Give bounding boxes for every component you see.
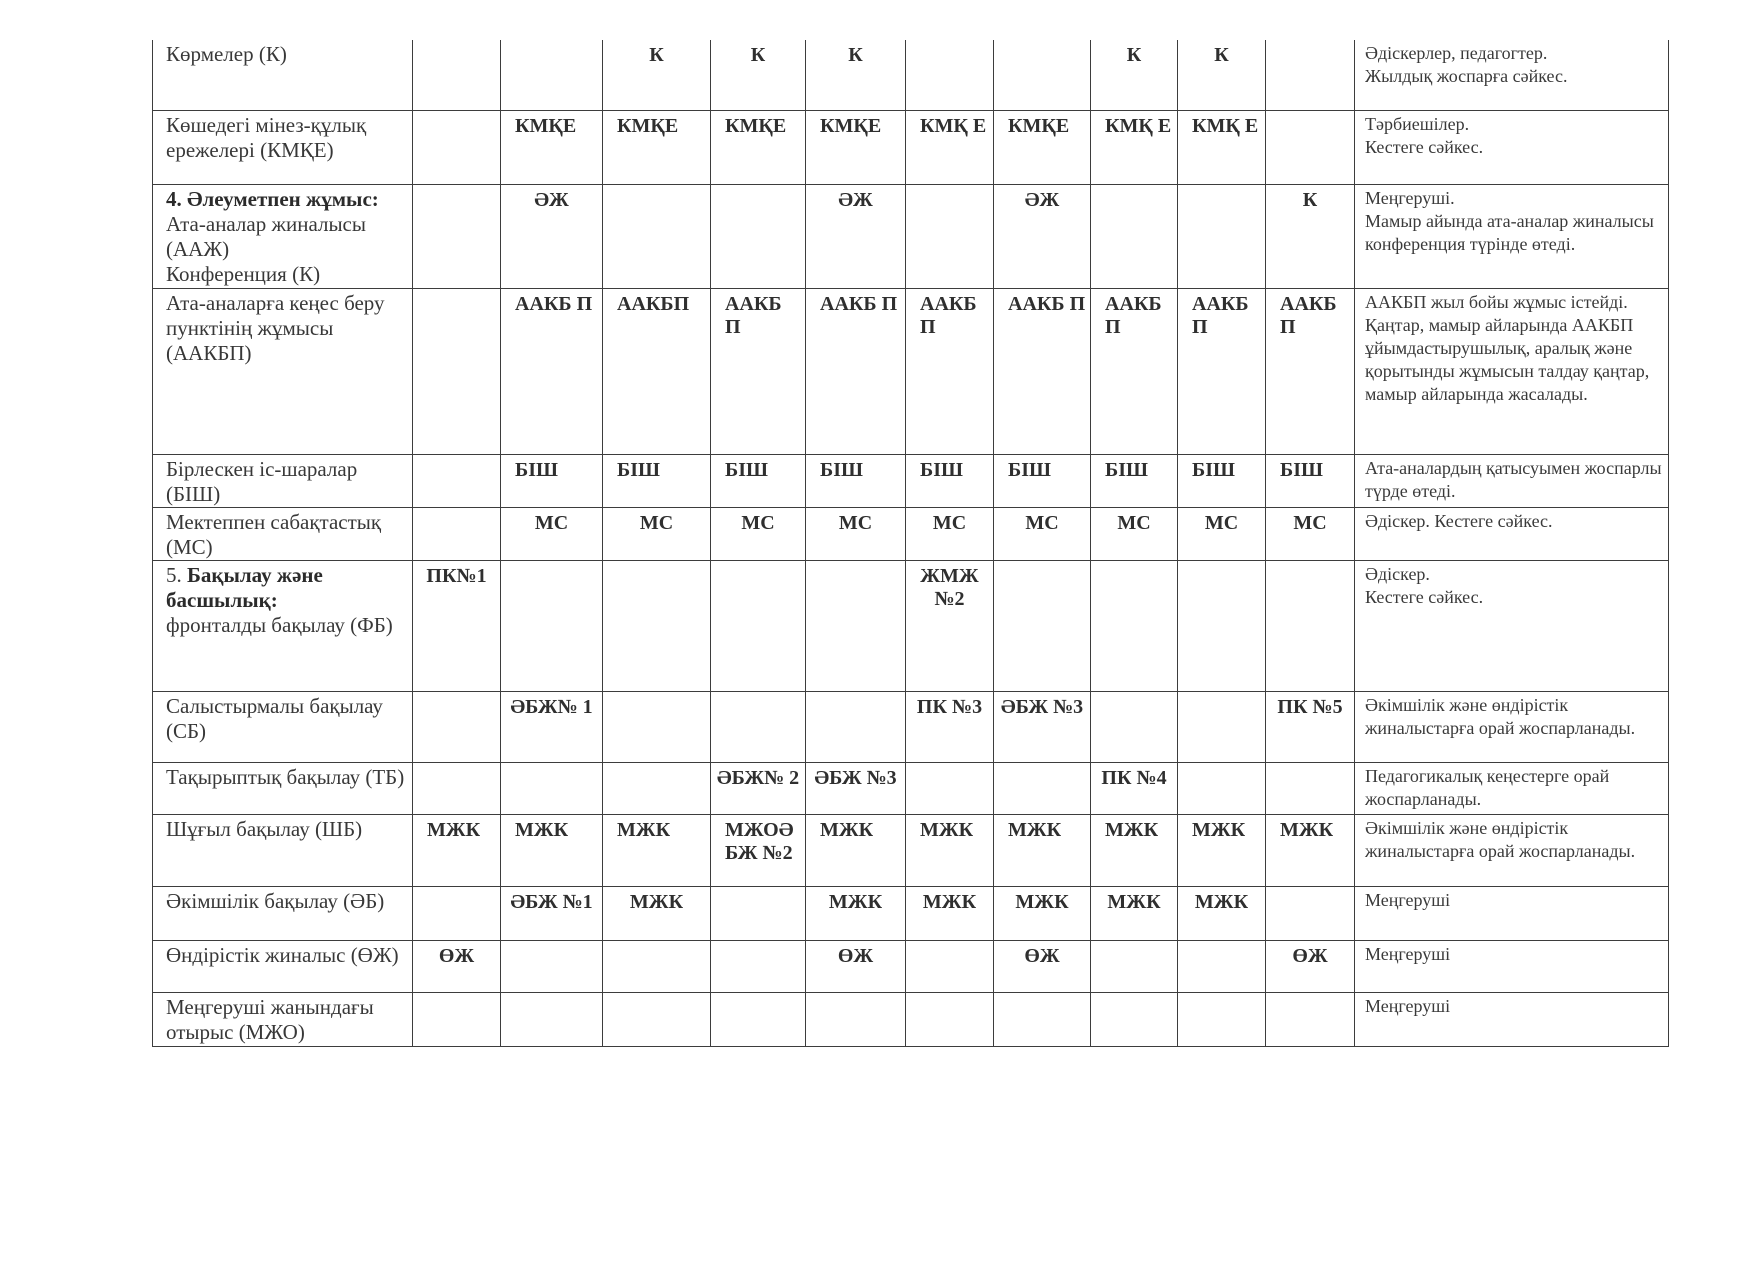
note-line: Кестеге сәйкес. (1365, 586, 1484, 607)
month-mark-cell (906, 184, 994, 288)
month-mark-cell: ПК №5 (1266, 691, 1355, 762)
month-mark-cell (1178, 762, 1266, 814)
month-mark-cell: ӘБЖ№ 2 (711, 762, 806, 814)
month-mark-cell: БІШ (1178, 454, 1266, 507)
month-mark-cell (603, 184, 711, 288)
table-row (153, 886, 1669, 940)
month-mark-cell (806, 691, 906, 762)
month-mark-cell: МЖК (603, 814, 711, 886)
month-mark-cell: ӨЖ (806, 940, 906, 992)
month-mark-cell (413, 288, 501, 454)
month-mark-cell: ЖМЖ №2 (906, 560, 994, 691)
month-mark-cell (413, 507, 501, 560)
note-line: Педагогикалық кеңестерге орай жоспарланады. (1365, 765, 1610, 809)
activity-label: фронталды бақылау (ФБ) (166, 612, 393, 637)
month-mark-cell (413, 110, 501, 184)
table-row (153, 992, 1669, 1046)
month-mark-cell: МС (603, 507, 711, 560)
note-line: Әдіскер. Кестеге сәйкес. (1365, 510, 1553, 531)
responsible-note-cell (1355, 762, 1669, 814)
activity-cell (153, 886, 413, 940)
month-mark-cell: ААКБ П (1091, 288, 1178, 454)
activity-cell (153, 992, 413, 1046)
note-line: Әкімшілік және өндірістік жиналыстарға орай жоспарланады. (1365, 817, 1636, 861)
table-row (153, 110, 1669, 184)
month-mark-cell (413, 762, 501, 814)
month-mark-cell: КМҚЕ (806, 110, 906, 184)
month-mark-cell: МЖК (501, 814, 603, 886)
month-mark-cell (1178, 992, 1266, 1046)
month-mark-cell (806, 992, 906, 1046)
month-mark-cell: КМҚЕ (501, 110, 603, 184)
month-mark-cell: ПК№1 (413, 560, 501, 691)
note-line: Жылдық жоспарға сәйкес. (1365, 66, 1568, 86)
month-mark-cell (1178, 560, 1266, 691)
month-mark-cell (994, 992, 1091, 1046)
month-mark-cell: ӘЖ (806, 184, 906, 288)
activity-label: Бірлескен іс-шаралар (БІШ) (166, 456, 358, 506)
month-mark-cell: БІШ (906, 454, 994, 507)
month-mark-cell (603, 940, 711, 992)
month-mark-cell: МЖК (806, 814, 906, 886)
month-mark-cell: ӘБЖ №3 (806, 762, 906, 814)
month-mark-cell: МС (1178, 507, 1266, 560)
responsible-note-cell (1355, 814, 1669, 886)
note-line: Қаңтар, мамыр айларында ААКБП ұйымдастырушылық, аралық және қорытынды жұмысын талдау қаңтар, мамыр айларында жасалады. (1365, 314, 1650, 404)
responsible-note-cell (1355, 992, 1669, 1046)
month-mark-cell: МЖК (1091, 886, 1178, 940)
month-mark-cell (1178, 184, 1266, 288)
note-line: Әдіскер. (1365, 563, 1430, 584)
month-mark-cell (1266, 762, 1355, 814)
activity-cell (153, 762, 413, 814)
activity-cell (153, 814, 413, 886)
section-heading: 4. Әлеуметпен жұмыс: (166, 186, 379, 211)
activity-label: Меңгеруші жанындағы отырыс (МЖО) (166, 994, 374, 1044)
activity-label: Тақырыптық бақылау (ТБ) (166, 764, 405, 789)
activity-cell (153, 940, 413, 992)
month-mark-cell: МС (906, 507, 994, 560)
note-line: Тәрбиешілер. (1365, 113, 1470, 134)
month-mark-cell (1091, 184, 1178, 288)
month-mark-cell (1091, 940, 1178, 992)
month-mark-cell (413, 184, 501, 288)
month-mark-cell: ААКБП (603, 288, 711, 454)
month-mark-cell: ПК №4 (1091, 762, 1178, 814)
month-mark-cell (906, 940, 994, 992)
month-mark-cell: КМҚ Е (1091, 110, 1178, 184)
month-mark-cell (711, 560, 806, 691)
month-mark-cell: ӨЖ (1266, 940, 1355, 992)
activity-prefix: 5. (166, 562, 187, 587)
month-mark-cell (994, 560, 1091, 691)
month-mark-cell: К (1266, 184, 1355, 288)
month-mark-cell: МС (501, 507, 603, 560)
activity-cell (153, 560, 413, 691)
activity-label: Шұғыл бақылау (ШБ) (166, 816, 363, 841)
month-mark-cell (603, 560, 711, 691)
activity-label: Өндірістік жиналыс (ӨЖ) (166, 942, 399, 967)
month-mark-cell: МЖК (1091, 814, 1178, 886)
responsible-note-cell (1355, 40, 1669, 110)
responsible-note-cell (1355, 184, 1669, 288)
month-mark-cell: МЖК (806, 886, 906, 940)
month-mark-cell (994, 762, 1091, 814)
month-mark-cell: БІШ (1091, 454, 1178, 507)
responsible-note-cell (1355, 691, 1669, 762)
note-line: ААКБП жыл бойы жұмыс істейді. (1365, 291, 1628, 312)
month-mark-cell: МС (711, 507, 806, 560)
responsible-note-cell (1355, 507, 1669, 560)
month-mark-cell: К (711, 40, 806, 110)
activity-label: Көшедегі мінез-құлық ережелері (КМҚЕ) (166, 112, 367, 162)
note-line: Әдіскерлер, педагогтер. (1365, 43, 1548, 63)
table-row (153, 560, 1669, 691)
month-mark-cell (711, 184, 806, 288)
month-mark-cell (501, 940, 603, 992)
month-mark-cell (906, 992, 994, 1046)
month-mark-cell: ПК №3 (906, 691, 994, 762)
note-line: Кестеге сәйкес. (1365, 136, 1484, 157)
month-mark-cell: ӘБЖ №3 (994, 691, 1091, 762)
activity-cell (153, 184, 413, 288)
section-heading: Бақылау және басшылық: (166, 562, 323, 612)
note-line: Меңгеруші (1365, 943, 1451, 964)
month-mark-cell (501, 40, 603, 110)
note-line: Меңгеруші (1365, 995, 1451, 1016)
responsible-note-cell (1355, 940, 1669, 992)
activity-cell (153, 507, 413, 560)
month-mark-cell: МС (1266, 507, 1355, 560)
month-mark-cell (501, 992, 603, 1046)
activity-label: Салыстырмалы бақылау (СБ) (166, 693, 383, 743)
month-mark-cell (711, 691, 806, 762)
month-mark-cell (1178, 691, 1266, 762)
table-row (153, 762, 1669, 814)
table-row (153, 691, 1669, 762)
responsible-note-cell (1355, 454, 1669, 507)
month-mark-cell (994, 40, 1091, 110)
month-mark-cell: МС (1091, 507, 1178, 560)
activity-label: Ата-аналарға кеңес беру пунктінің жұмысы (ААКБП) (166, 290, 385, 365)
month-mark-cell: БІШ (1266, 454, 1355, 507)
activity-label: Мектеппен сабақтастық (МС) (166, 509, 382, 559)
month-mark-cell: ӨЖ (413, 940, 501, 992)
month-mark-cell (413, 454, 501, 507)
responsible-note-cell (1355, 886, 1669, 940)
month-mark-cell (1266, 886, 1355, 940)
month-mark-cell: ААКБ П (711, 288, 806, 454)
month-mark-cell: ӘЖ (994, 184, 1091, 288)
month-mark-cell (603, 762, 711, 814)
month-mark-cell (1266, 110, 1355, 184)
month-mark-cell: МЖК (1266, 814, 1355, 886)
month-mark-cell (413, 691, 501, 762)
activity-cell (153, 288, 413, 454)
month-mark-cell: К (603, 40, 711, 110)
table-row (153, 940, 1669, 992)
note-line: Меңгеруші. (1365, 187, 1455, 208)
month-mark-cell (1091, 560, 1178, 691)
responsible-note-cell (1355, 288, 1669, 454)
month-mark-cell: МЖК (1178, 814, 1266, 886)
responsible-note-cell (1355, 560, 1669, 691)
month-mark-cell (1091, 691, 1178, 762)
table-row (153, 288, 1669, 454)
responsible-note-cell (1355, 110, 1669, 184)
month-mark-cell (1091, 992, 1178, 1046)
month-mark-cell (711, 992, 806, 1046)
plan-table (152, 40, 1669, 1047)
note-line: Меңгеруші (1365, 889, 1451, 910)
month-mark-cell: ААКБ П (806, 288, 906, 454)
month-mark-cell (413, 40, 501, 110)
month-mark-cell: К (1091, 40, 1178, 110)
month-mark-cell (711, 886, 806, 940)
month-mark-cell: МЖК (906, 814, 994, 886)
month-mark-cell: ӘБЖ№ 1 (501, 691, 603, 762)
month-mark-cell: БІШ (806, 454, 906, 507)
activity-label: (ААЖ) (166, 236, 230, 261)
month-mark-cell: ААКБ П (1266, 288, 1355, 454)
activity-label: Ата-аналар жиналысы (166, 211, 366, 236)
month-mark-cell: ААКБ П (906, 288, 994, 454)
month-mark-cell: МЖОӘ БЖ №2 (711, 814, 806, 886)
note-line: Ата-аналардың қатысуымен жоспарлы түрде өтеді. (1365, 457, 1662, 501)
activity-label: Конференция (К) (166, 261, 321, 286)
month-mark-cell: К (806, 40, 906, 110)
table-row (153, 184, 1669, 288)
month-mark-cell (906, 762, 994, 814)
month-mark-cell: МЖК (1178, 886, 1266, 940)
activity-cell (153, 691, 413, 762)
month-mark-cell: ААКБ П (501, 288, 603, 454)
table-row (153, 454, 1669, 507)
month-mark-cell (906, 40, 994, 110)
month-mark-cell (1266, 40, 1355, 110)
month-mark-cell: БІШ (711, 454, 806, 507)
month-mark-cell: ААКБ П (1178, 288, 1266, 454)
month-mark-cell (413, 992, 501, 1046)
table-row (153, 814, 1669, 886)
month-mark-cell (501, 560, 603, 691)
month-mark-cell: БІШ (994, 454, 1091, 507)
month-mark-cell: МС (806, 507, 906, 560)
month-mark-cell (603, 691, 711, 762)
month-mark-cell: ӘБЖ №1 (501, 886, 603, 940)
month-mark-cell (1178, 940, 1266, 992)
month-mark-cell: ААКБ П (994, 288, 1091, 454)
month-mark-cell: ӨЖ (994, 940, 1091, 992)
month-mark-cell: МЖК (994, 814, 1091, 886)
month-mark-cell (413, 886, 501, 940)
month-mark-cell (603, 992, 711, 1046)
month-mark-cell: КМҚ Е (1178, 110, 1266, 184)
note-line: Мамыр айында ата-аналар жиналысы конференция түрінде өтеді. (1365, 210, 1654, 254)
activity-cell (153, 454, 413, 507)
table-row (153, 507, 1669, 560)
month-mark-cell: КМҚЕ (994, 110, 1091, 184)
month-mark-cell: КМҚЕ (603, 110, 711, 184)
activity-label: Әкімшілік бақылау (ӘБ) (166, 888, 385, 913)
month-mark-cell: МЖК (603, 886, 711, 940)
month-mark-cell: МЖК (906, 886, 994, 940)
month-mark-cell: МС (994, 507, 1091, 560)
note-line: Әкімшілік және өндірістік жиналыстарға орай жоспарланады. (1365, 694, 1636, 738)
month-mark-cell (806, 560, 906, 691)
month-mark-cell: К (1178, 40, 1266, 110)
month-mark-cell: БІШ (603, 454, 711, 507)
month-mark-cell: БІШ (501, 454, 603, 507)
activity-cell (153, 110, 413, 184)
month-mark-cell (711, 940, 806, 992)
month-mark-cell: МЖК (413, 814, 501, 886)
month-mark-cell (1266, 992, 1355, 1046)
month-mark-cell: КМҚЕ (711, 110, 806, 184)
table-row (153, 40, 1669, 110)
activity-cell (153, 40, 413, 110)
month-mark-cell: МЖК (994, 886, 1091, 940)
month-mark-cell (501, 762, 603, 814)
month-mark-cell (1266, 560, 1355, 691)
activity-label: Көрмелер (К) (166, 42, 287, 66)
month-mark-cell: КМҚ Е (906, 110, 994, 184)
month-mark-cell: ӘЖ (501, 184, 603, 288)
